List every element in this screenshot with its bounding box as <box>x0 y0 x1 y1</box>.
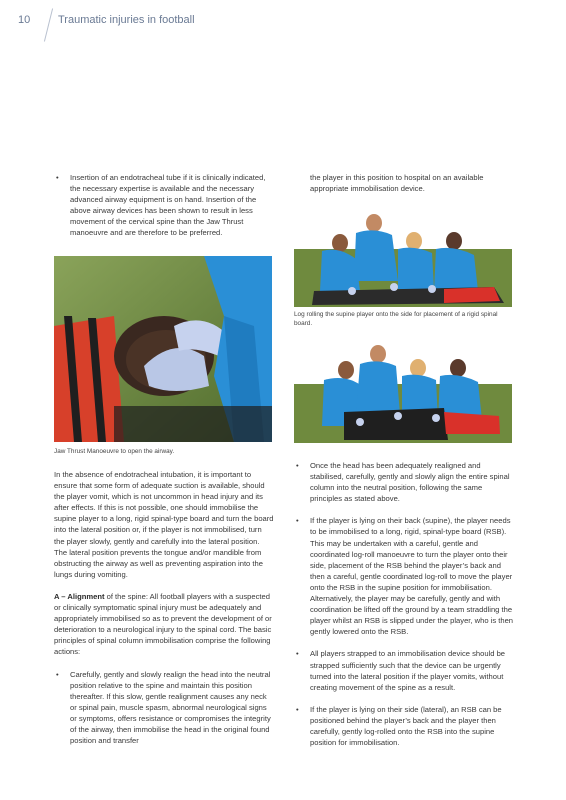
log-roll-illustration <box>294 211 512 307</box>
header-divider <box>44 8 53 41</box>
bullet-intubation: • Insertion of an endotracheal tube if it is clinically indicated, the necessary expertise is available and the necessary advanced airway equipment is on hand. Insertion of the above airway devices has been shown to result in less movement of the cervical spine than the Jaw Thrust manoeuvre and are therefore to be preferred. <box>54 172 274 239</box>
page-header <box>0 0 566 40</box>
bullet-align-spine: • Once the head has been adequately realigned and stabilised, carefully, gently and slowly align the entire spinal column into the neutral position, following the same principles as stated above. <box>294 460 514 504</box>
bullet-realign: • Carefully, gently and slowly realign the head into the neutral position relative to the spine and maintain this position thereafter. If this slow, gentle realignment causes any neck or spinal pain, muscle spasm, abnormal neurological signs or symptoms, offers resistance or compromises the integrity of the airway, then immobilise the head in the original found position and transfer <box>54 669 274 747</box>
alignment-heading: A – Alignment <box>54 591 105 601</box>
spinal-board-photo <box>294 342 512 443</box>
jaw-thrust-illustration <box>54 256 272 442</box>
paragraph-intubation: In the absence of endotracheal intubation, it is important to ensure that some form of adequate suction is available, should the player vomit, which is not uncommon in head injury and its after effects. If this is not possible, one should immobilise the supine player to a long, rigid spinal-type board and turn the board into the lateral position or, if the player is not immobilised, turn the player slowly, gently and carefully into the lateral position. The lateral position prevents the tongue and/or mandible from obstructing the airway as well as preventing aspiration into the lungs during vomiting. <box>54 470 274 579</box>
bullet-lateral: • If the player is lying on their side (lateral), an RSB can be positioned behind the player’s back and the player then carefully, gently log-rolled onto the RSB into the supine position for immobilisation. <box>294 704 514 748</box>
right-column-body <box>294 460 514 748</box>
jaw-thrust-photo <box>54 256 272 442</box>
page-number: 10 <box>18 14 31 26</box>
bullet-supine: • If the player is lying on their back (supine), the player needs to be immobilised to a long, rigid, spinal-type board (RSB). This may be undertaken with a careful, gentle and coordinated log-roll manoeuvre to turn the player onto their side, placement of the RSB behind the player’s back and then a careful, gentle coordinated log-roll to move the player onto the RSB in the supine position for immobilisation. Alternatively, the player may be carefully, gently and with coordination be lifted off the ground by a team straddling the player whilst an RSB is slipped under the player, who is then gently lowered onto the RSB. <box>294 515 514 637</box>
left-column-body <box>54 469 274 746</box>
running-title: Traumatic injuries in football <box>58 14 195 26</box>
bullet-strapped: • All players strapped to an immobilisation device should be strapped sufficiently such that the device can be urgently turned into the lateral position if the player vomits, without creating movement of the spine as a result. <box>294 648 514 692</box>
right-column-continuation: the player in this position to hospital on an available appropriate immobilisation device. <box>310 173 484 194</box>
log-roll-caption: Log rolling the supine player onto the side for placement of a rigid spinal board. <box>294 311 498 327</box>
paragraph-alignment <box>54 591 274 658</box>
left-column-top <box>54 172 274 239</box>
jaw-thrust-caption: Jaw Thrust Manoeuvre to open the airway. <box>54 448 175 455</box>
spinal-board-illustration <box>294 342 512 443</box>
alignment-text: of the spine: All football players with a suspected or clinically symptomatic spinal injury must be adequately and appropriately immobilised so as to prevent the development of or deterioration to a neurological injury to the spinal cord. The basic principles of spinal column immobilisation comprise the following actions: <box>54 591 272 657</box>
log-roll-photo <box>294 211 512 307</box>
